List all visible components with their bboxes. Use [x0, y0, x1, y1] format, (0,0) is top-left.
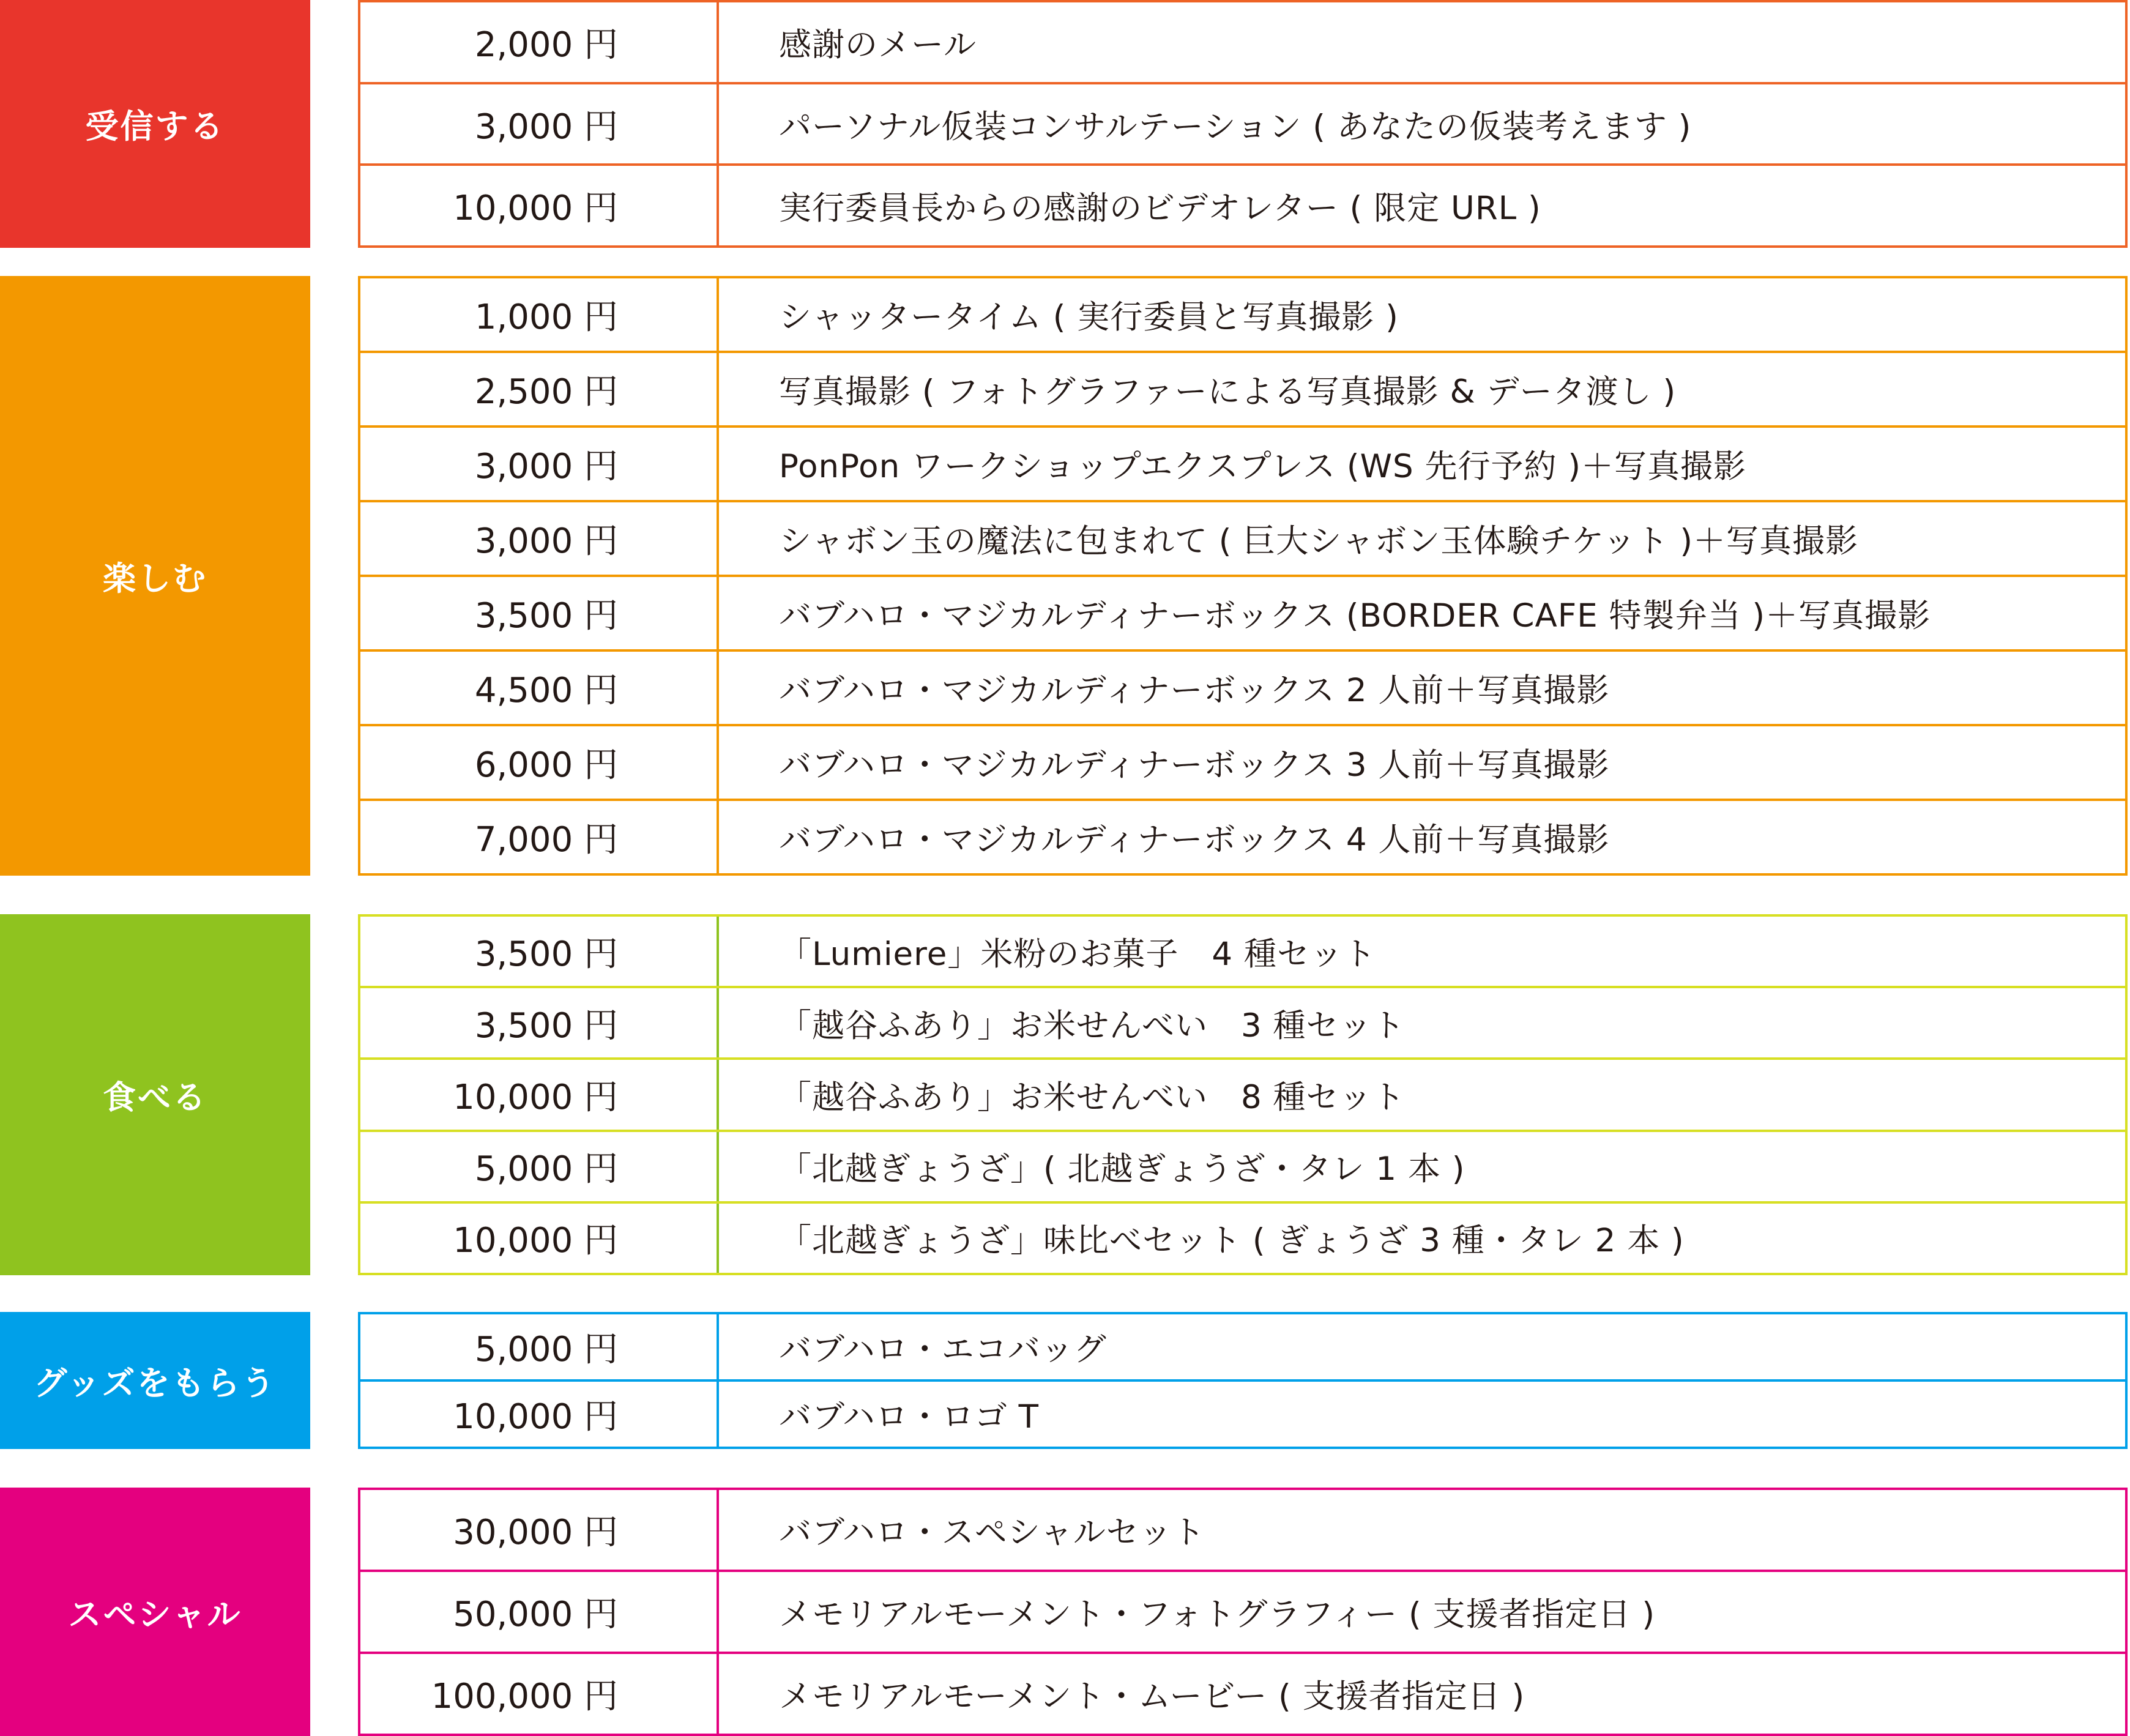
reward-item: バブハロ・スペシャルセット: [779, 1514, 1205, 1551]
reward-row: [360, 500, 2125, 575]
reward-row: [360, 1130, 2125, 1201]
reward-row: [360, 1652, 2125, 1734]
column-divider: [717, 652, 719, 724]
section-label-receive: 受信する: [0, 0, 310, 248]
column-divider: [717, 502, 719, 575]
reward-price: 3,500 円: [474, 596, 618, 636]
reward-row: [360, 1201, 2125, 1273]
column-divider: [717, 1060, 719, 1129]
reward-item: 「Lumiere」米粉のお菓子 4 種セット: [779, 935, 1376, 973]
reward-item: バブハロ・エコバッグ: [779, 1331, 1107, 1368]
reward-item: パーソナル仮装コンサルテーション ( あなたの仮装考えます ): [779, 108, 1692, 146]
reward-item: バブハロ・ロゴ T: [779, 1398, 1039, 1436]
reward-row: [360, 917, 2125, 986]
section-special: [0, 1488, 2130, 1736]
reward-price: 3,000 円: [474, 106, 618, 147]
reward-price: 50,000 円: [453, 1595, 618, 1634]
reward-row: [360, 799, 2125, 873]
reward-price: 10,000 円: [453, 188, 618, 229]
section-enjoy: [0, 276, 2130, 876]
reward-item: 写真撮影 ( フォトグラファーによる写真撮影 & データ渡し ): [779, 373, 1677, 411]
reward-price: 10,000 円: [453, 1221, 618, 1261]
reward-row: [360, 649, 2125, 724]
section-label-eat: 食べる: [0, 914, 310, 1275]
column-divider: [717, 353, 719, 425]
reward-price: 5,000 円: [474, 1330, 618, 1369]
column-divider: [717, 917, 719, 986]
section-receive: [0, 0, 2130, 248]
reward-price: 2,000 円: [474, 24, 618, 65]
section-eat: [0, 914, 2130, 1275]
column-divider: [717, 726, 719, 799]
reward-price: 10,000 円: [453, 1397, 618, 1437]
reward-price: 2,500 円: [474, 372, 618, 412]
column-divider: [717, 1314, 719, 1379]
column-divider: [717, 2, 719, 82]
reward-row: [360, 1314, 2125, 1379]
column-divider: [717, 428, 719, 500]
column-divider: [717, 278, 719, 351]
reward-price: 10,000 円: [453, 1078, 618, 1117]
column-divider: [717, 1132, 719, 1201]
reward-item: シャボン玉の魔法に包まれて ( 巨大シャボン玉体験チケット )＋写真撮影: [779, 523, 1859, 560]
reward-row: [360, 1379, 2125, 1447]
column-divider: [717, 84, 719, 164]
reward-row: [360, 1057, 2125, 1129]
reward-price: 30,000 円: [453, 1513, 618, 1552]
reward-price: 4,500 円: [474, 671, 618, 710]
column-divider: [717, 1490, 719, 1570]
reward-table-eat: [358, 914, 2128, 1275]
column-divider: [717, 1204, 719, 1273]
reward-item: メモリアルモーメント・ムービー ( 支援者指定日 ): [779, 1678, 1525, 1715]
reward-row: [360, 575, 2125, 649]
reward-row: [360, 1570, 2125, 1652]
reward-row: [360, 82, 2125, 164]
section-label-special: スペシャル: [0, 1488, 310, 1736]
reward-item: バブハロ・マジカルディナーボックス (BORDER CAFE 特製弁当 )＋写真撮影: [779, 597, 1931, 635]
reward-price: 100,000 円: [431, 1677, 618, 1716]
reward-item: 「越谷ふあり」お米せんべい 8 種セット: [779, 1079, 1406, 1116]
reward-item: 実行委員長からの感謝のビデオレター ( 限定 URL ): [779, 190, 1541, 228]
reward-price: 3,500 円: [474, 934, 618, 974]
column-divider: [717, 1654, 719, 1734]
reward-row: [360, 425, 2125, 500]
reward-row: [360, 351, 2125, 425]
reward-price: 6,000 円: [474, 745, 618, 785]
reward-table-special: [358, 1488, 2128, 1736]
section-label-goods: グッズをもらう: [0, 1312, 310, 1449]
reward-price: 5,000 円: [474, 1149, 618, 1190]
reward-table-enjoy: [358, 276, 2128, 876]
column-divider: [717, 988, 719, 1057]
column-divider: [717, 801, 719, 873]
column-divider: [717, 577, 719, 649]
reward-table-goods: [358, 1312, 2128, 1449]
reward-item: シャッタータイム ( 実行委員と写真撮影 ): [779, 299, 1399, 336]
reward-item: 「越谷ふあり」お米せんべい 3 種セット: [779, 1007, 1406, 1045]
reward-price: 3,500 円: [474, 1005, 618, 1046]
reward-row: [360, 1490, 2125, 1570]
column-divider: [717, 166, 719, 245]
column-divider: [717, 1382, 719, 1447]
reward-table-receive: [358, 0, 2128, 248]
reward-item: バブハロ・マジカルディナーボックス 3 人前＋写真撮影: [779, 747, 1610, 784]
section-goods: [0, 1312, 2130, 1449]
reward-price: 7,000 円: [474, 820, 618, 860]
reward-item: バブハロ・マジカルディナーボックス 2 人前＋写真撮影: [779, 672, 1610, 709]
reward-price: 3,000 円: [474, 447, 618, 486]
reward-row: [360, 163, 2125, 245]
reward-price: 1,000 円: [474, 297, 618, 337]
reward-row: [360, 986, 2125, 1057]
reward-item: 「北越ぎょうざ」味比べセット ( ぎょうざ 3 種・タレ 2 本 ): [779, 1222, 1685, 1260]
reward-row: [360, 2, 2125, 82]
reward-price: 3,000 円: [474, 521, 618, 561]
section-label-enjoy: 楽しむ: [0, 276, 310, 876]
reward-item: PonPon ワークショップエクスプレス (WS 先行予約 )＋写真撮影: [779, 448, 1747, 485]
reward-item: 感謝のメール: [779, 26, 977, 64]
reward-row: [360, 278, 2125, 351]
reward-row: [360, 724, 2125, 799]
reward-item: メモリアルモーメント・フォトグラフィー ( 支援者指定日 ): [779, 1596, 1656, 1633]
reward-item: バブハロ・マジカルディナーボックス 4 人前＋写真撮影: [779, 821, 1610, 859]
reward-item: 「北越ぎょうざ」( 北越ぎょうざ・タレ 1 本 ): [779, 1150, 1465, 1188]
column-divider: [717, 1572, 719, 1652]
